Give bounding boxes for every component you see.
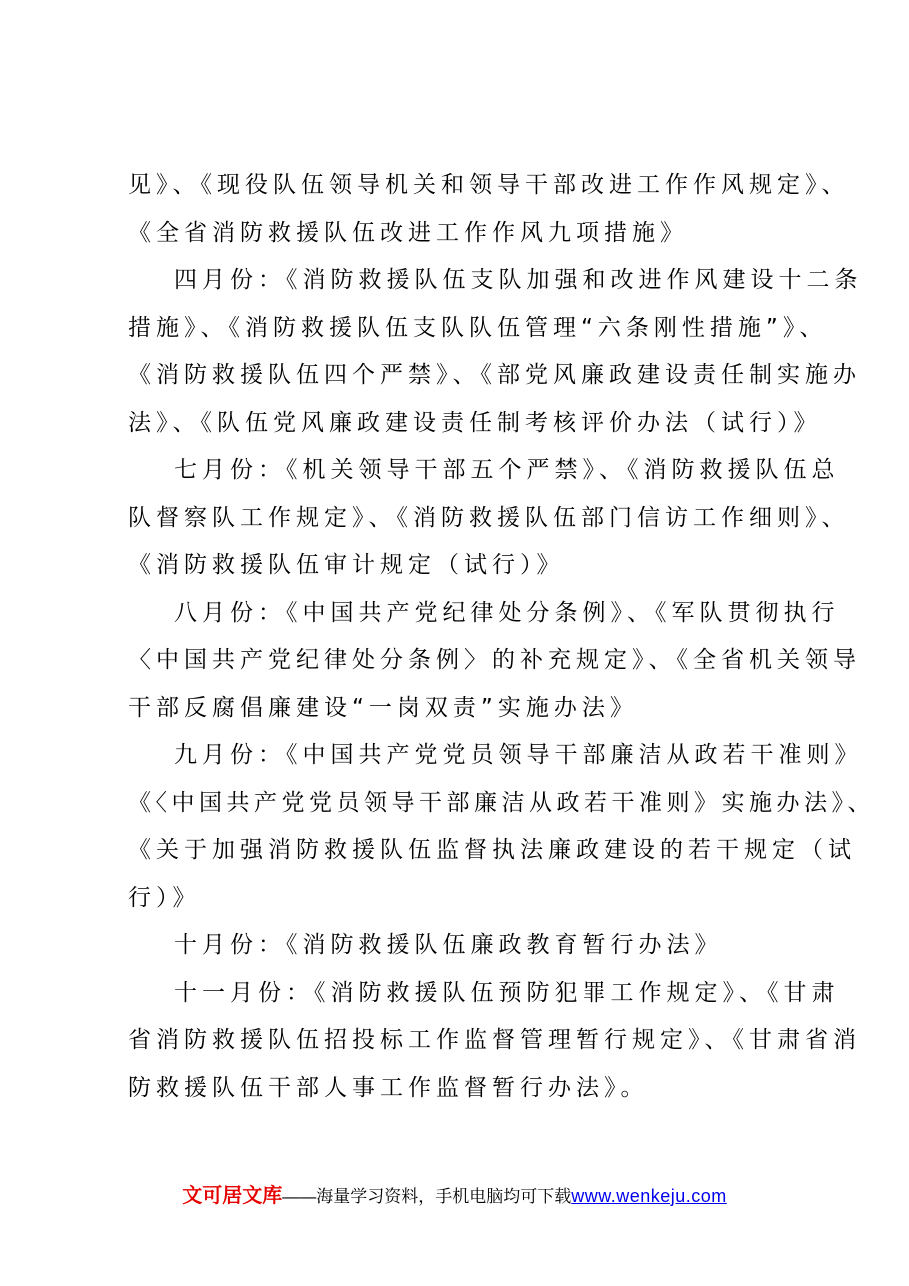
text-line: 十月份：《消防救援队伍廉政教育暂行办法》 bbox=[174, 932, 723, 958]
text-line: 干部反腐倡廉建设“一岗双责”实施办法》 bbox=[128, 694, 638, 721]
text-line: 七月份：《机关领导干部五个严禁》、《消防救援队伍总 bbox=[174, 457, 840, 483]
text-line: 防救援队伍干部人事工作监督暂行办法》。 bbox=[128, 1074, 649, 1101]
footer-website-link[interactable]: www.wenkeju.com bbox=[571, 1186, 727, 1206]
text-line: 十一月份：《消防救援队伍预防犯罪工作规定》、《甘肃 bbox=[174, 979, 840, 1006]
text-line: 《关于加强消防救援队伍监督执法廉政建设的若干规定（试 bbox=[128, 837, 856, 863]
text-line: 省消防救援队伍招投标工作监督管理暂行规定》、《甘肃省消 bbox=[128, 1027, 861, 1053]
text-line: 九月份：《中国共产党党员领导干部廉洁从政若干准则》 bbox=[174, 742, 863, 768]
footer-slogan: ——海量学习资料，手机电脑均可下载 bbox=[282, 1187, 572, 1206]
text-line: 《〈中国共产党党员领导干部廉洁从政若干准则》实施办法》、 bbox=[128, 789, 875, 816]
text-line: 法》、《队伍党风廉政建设责任制考核评价办法（试行）》 bbox=[128, 409, 822, 436]
text-line: 《消防救援队伍审计规定（试行）》 bbox=[128, 552, 565, 578]
document-body bbox=[128, 162, 875, 1112]
text-line: 措施》、《消防救援队伍支队队伍管理“六条刚性措施”》、 bbox=[128, 314, 828, 341]
text-line: 四月份：《消防救援队伍支队加强和改进作风建设十二条 bbox=[174, 267, 863, 293]
text-line: 〈中国共产党纪律处分条例〉的补充规定》、《全省机关领导 bbox=[128, 647, 861, 673]
text-line: 行）》 bbox=[128, 884, 201, 911]
text-line: 队督察队工作规定》、《消防救援队伍部门信访工作细则》、 bbox=[128, 504, 850, 531]
footer-banner bbox=[0, 1181, 909, 1212]
text-line: 见》、《现役队伍领导机关和领导干部改进工作作风规定》、 bbox=[128, 172, 850, 198]
text-line: 《全省消防救援队伍改进工作作风九项措施》 bbox=[128, 219, 688, 246]
text-line: 八月份：《中国共产党纪律处分条例》、《军队贯彻执行 bbox=[174, 599, 840, 626]
text-line: 《消防救援队伍四个严禁》、《部党风廉政建设责任制实施办 bbox=[128, 362, 861, 388]
footer-brand: 文可居文库 bbox=[182, 1185, 283, 1207]
